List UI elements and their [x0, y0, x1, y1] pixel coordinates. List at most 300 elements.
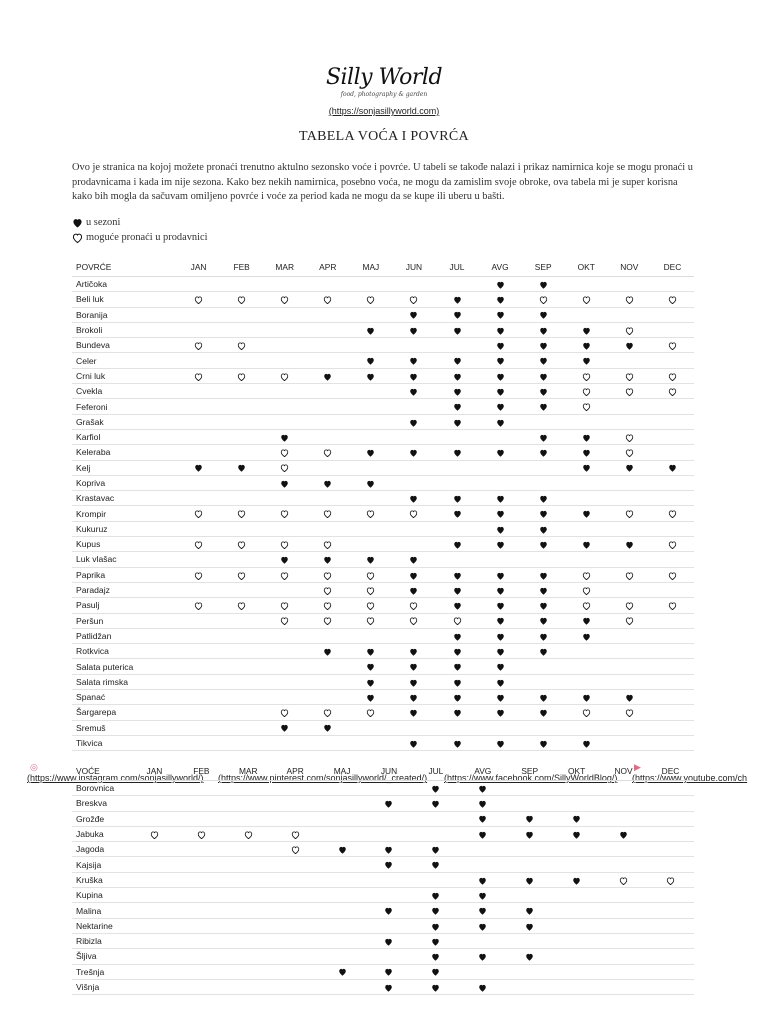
outline-heart-icon	[291, 846, 300, 854]
outline-heart-icon	[280, 464, 289, 472]
month-cell	[435, 292, 478, 307]
month-cell	[319, 811, 366, 826]
filled-heart-icon	[431, 923, 440, 931]
month-cell	[349, 384, 392, 399]
month-cell	[412, 979, 459, 994]
month-cell	[479, 521, 522, 536]
filled-heart-icon	[539, 373, 548, 381]
month-cell	[522, 720, 565, 735]
outline-heart-icon	[625, 327, 634, 335]
month-cell	[263, 414, 306, 429]
month-cell	[435, 582, 478, 597]
filled-heart-icon	[478, 953, 487, 961]
month-cell	[479, 582, 522, 597]
filled-heart-icon	[338, 968, 347, 976]
month-cell	[479, 659, 522, 674]
month-cell	[306, 705, 349, 720]
facebook-link[interactable]: (https://www.facebook.com/SillyWorldBlog/)	[444, 773, 618, 783]
month-cell	[435, 705, 478, 720]
month-cell	[506, 811, 553, 826]
month-cell	[319, 826, 366, 841]
legend-in-stores	[72, 232, 207, 243]
month-cell	[263, 598, 306, 613]
filled-heart-icon	[539, 740, 548, 748]
outline-heart-icon	[323, 296, 332, 304]
youtube-icon[interactable]: ▶	[634, 762, 641, 772]
month-cell	[177, 338, 220, 353]
table-row	[72, 705, 694, 720]
month-cell	[412, 842, 459, 857]
month-cell	[553, 903, 600, 918]
month-cell	[565, 613, 608, 628]
filled-heart-icon	[323, 480, 332, 488]
filled-heart-icon	[496, 694, 505, 702]
month-cell	[349, 720, 392, 735]
filled-heart-icon	[582, 633, 591, 641]
table-row	[72, 720, 694, 735]
month-cell	[506, 903, 553, 918]
month-cell	[647, 918, 694, 933]
filled-heart-icon	[453, 495, 462, 503]
month-cell	[608, 644, 651, 659]
table-row	[72, 979, 694, 994]
month-cell	[272, 949, 319, 964]
month-cell	[565, 277, 608, 292]
month-cell	[366, 826, 413, 841]
month-cell	[651, 735, 694, 750]
filled-heart-icon	[384, 984, 393, 992]
produce-name: Borovnica	[72, 781, 131, 796]
filled-heart-icon	[453, 357, 462, 365]
month-cell	[319, 781, 366, 796]
month-cell	[651, 475, 694, 490]
filled-heart-icon	[453, 419, 462, 427]
filled-heart-icon	[625, 541, 634, 549]
month-cell	[306, 613, 349, 628]
month-cell	[220, 384, 263, 399]
intro-paragraph: Ovo je stranica na kojoj možete pronaći trenutno aktulno sezonsko voće i povrće. U tabeli se takođe nalazi i prikaz namirnica koje se mogu pronaći u prodavnicama i kada im nije sezona. Kako bez nekih namirnica, posebno voća, ne mogu da zamislim svoje obroke, ova tabela mi je super korisna kako bih mogla da sačuvam omiljeno povrće i voće za period kada ne mogu da se kupe ili uberu u bašti.	[72, 162, 693, 202]
column-header-name: VOĆE	[72, 761, 131, 781]
month-cell	[392, 475, 435, 490]
outline-heart-icon	[668, 572, 677, 580]
month-cell	[178, 979, 225, 994]
filled-heart-icon	[496, 495, 505, 503]
month-cell	[272, 933, 319, 948]
filled-heart-icon	[409, 419, 418, 427]
produce-name: Krompir	[72, 506, 177, 521]
month-cell	[479, 353, 522, 368]
month-cell	[565, 506, 608, 521]
month-cell	[225, 979, 272, 994]
month-cell	[479, 460, 522, 475]
filled-heart-icon	[539, 342, 548, 350]
month-cell	[131, 979, 178, 994]
filled-heart-icon	[280, 556, 289, 564]
month-cell	[349, 277, 392, 292]
month-cell	[349, 414, 392, 429]
month-cell	[272, 842, 319, 857]
month-cell	[565, 384, 608, 399]
month-cell	[651, 567, 694, 582]
month-cell	[651, 384, 694, 399]
filled-heart-icon	[525, 953, 534, 961]
month-cell	[392, 659, 435, 674]
month-cell	[608, 690, 651, 705]
month-cell	[366, 811, 413, 826]
fruit-season-table	[72, 761, 694, 995]
month-cell	[263, 521, 306, 536]
filled-heart-icon	[478, 831, 487, 839]
column-header-month: OKT	[565, 257, 608, 277]
month-cell	[600, 857, 647, 872]
month-cell	[366, 903, 413, 918]
month-cell	[412, 949, 459, 964]
filled-heart-icon	[431, 800, 440, 808]
produce-name: Artičoka	[72, 277, 177, 292]
month-cell	[392, 582, 435, 597]
outline-heart-icon	[72, 233, 83, 243]
month-cell	[565, 292, 608, 307]
month-cell	[600, 903, 647, 918]
filled-heart-icon	[366, 357, 375, 365]
filled-heart-icon	[366, 327, 375, 335]
pinterest-link[interactable]: (https://www.pinterest.com/sonjasillyworld/_created/)	[218, 773, 428, 783]
month-cell	[435, 674, 478, 689]
produce-name: Pasulj	[72, 598, 177, 613]
month-cell	[647, 979, 694, 994]
month-cell	[435, 491, 478, 506]
month-cell	[412, 872, 459, 887]
month-cell	[522, 705, 565, 720]
month-cell	[177, 322, 220, 337]
table-row	[72, 796, 694, 811]
month-cell	[220, 277, 263, 292]
month-cell	[565, 353, 608, 368]
month-cell	[647, 796, 694, 811]
month-cell	[263, 277, 306, 292]
table-row	[72, 399, 694, 414]
month-cell	[349, 292, 392, 307]
month-cell	[392, 384, 435, 399]
outline-heart-icon	[194, 541, 203, 549]
produce-name: Brokoli	[72, 322, 177, 337]
month-cell	[479, 674, 522, 689]
table-row	[72, 277, 694, 292]
outline-heart-icon	[366, 587, 375, 595]
month-cell	[647, 888, 694, 903]
month-cell	[306, 384, 349, 399]
outline-heart-icon	[280, 449, 289, 457]
month-cell	[651, 644, 694, 659]
outline-heart-icon	[237, 342, 246, 350]
column-header-month: FEB	[220, 257, 263, 277]
month-cell	[565, 322, 608, 337]
filled-heart-icon	[431, 892, 440, 900]
filled-heart-icon	[539, 633, 548, 641]
month-cell	[435, 690, 478, 705]
month-cell	[272, 918, 319, 933]
month-cell	[306, 537, 349, 552]
filled-heart-icon	[539, 709, 548, 717]
outline-heart-icon	[409, 617, 418, 625]
month-cell	[392, 429, 435, 444]
filled-heart-icon	[453, 648, 462, 656]
month-cell	[349, 613, 392, 628]
month-cell	[600, 842, 647, 857]
month-cell	[392, 674, 435, 689]
month-cell	[479, 338, 522, 353]
month-cell	[225, 903, 272, 918]
filled-heart-icon	[453, 541, 462, 549]
outline-heart-icon	[668, 510, 677, 518]
month-cell	[608, 322, 651, 337]
instagram-link[interactable]: (https://www.instagram.com/sonjasillyworld/)	[27, 773, 204, 783]
month-cell	[565, 338, 608, 353]
month-cell	[651, 537, 694, 552]
table-row	[72, 491, 694, 506]
month-cell	[412, 857, 459, 872]
month-cell	[565, 414, 608, 429]
produce-name: Kopriva	[72, 475, 177, 490]
month-cell	[306, 521, 349, 536]
month-cell	[131, 964, 178, 979]
table-row	[72, 567, 694, 582]
month-cell	[553, 826, 600, 841]
produce-name: Rotkvica	[72, 644, 177, 659]
filled-heart-icon	[409, 648, 418, 656]
filled-heart-icon	[496, 327, 505, 335]
filled-heart-icon	[366, 556, 375, 564]
filled-heart-icon	[539, 602, 548, 610]
outline-heart-icon	[668, 388, 677, 396]
month-cell	[319, 979, 366, 994]
month-cell	[479, 552, 522, 567]
outline-heart-icon	[582, 572, 591, 580]
filled-heart-icon	[478, 800, 487, 808]
month-cell	[177, 644, 220, 659]
month-cell	[522, 399, 565, 414]
month-cell	[565, 368, 608, 383]
filled-heart-icon	[280, 480, 289, 488]
filled-heart-icon	[478, 984, 487, 992]
table-row	[72, 918, 694, 933]
filled-heart-icon	[539, 694, 548, 702]
outline-heart-icon	[280, 602, 289, 610]
outline-heart-icon	[582, 388, 591, 396]
month-cell	[651, 613, 694, 628]
table-row	[72, 445, 694, 460]
month-cell	[435, 613, 478, 628]
filled-heart-icon	[572, 831, 581, 839]
month-cell	[522, 353, 565, 368]
outline-heart-icon	[194, 602, 203, 610]
month-cell	[131, 796, 178, 811]
month-cell	[366, 979, 413, 994]
month-cell	[565, 475, 608, 490]
month-cell	[220, 552, 263, 567]
produce-name: Cvekla	[72, 384, 177, 399]
month-cell	[349, 598, 392, 613]
month-cell	[220, 567, 263, 582]
month-cell	[600, 811, 647, 826]
month-cell	[263, 552, 306, 567]
month-cell	[178, 949, 225, 964]
produce-name: Salata rimska	[72, 674, 177, 689]
logo-tagline: food, photography & garden	[340, 91, 428, 98]
month-cell	[177, 399, 220, 414]
month-cell	[177, 445, 220, 460]
filled-heart-icon	[496, 296, 505, 304]
month-cell	[608, 475, 651, 490]
month-cell	[306, 368, 349, 383]
month-cell	[651, 445, 694, 460]
filled-heart-icon	[453, 449, 462, 457]
filled-heart-icon	[582, 434, 591, 442]
month-cell	[522, 292, 565, 307]
filled-heart-icon	[539, 403, 548, 411]
filled-heart-icon	[496, 602, 505, 610]
month-cell	[600, 949, 647, 964]
month-cell	[608, 705, 651, 720]
outline-heart-icon	[323, 449, 332, 457]
month-cell	[412, 796, 459, 811]
month-cell	[349, 506, 392, 521]
brand-logo[interactable]	[0, 66, 768, 99]
month-cell	[131, 857, 178, 872]
filled-heart-icon	[409, 587, 418, 595]
month-cell	[392, 322, 435, 337]
month-cell	[177, 307, 220, 322]
month-cell	[178, 872, 225, 887]
month-cell	[608, 460, 651, 475]
filled-heart-icon	[539, 510, 548, 518]
instagram-icon[interactable]: ◎	[30, 762, 38, 772]
month-cell	[651, 674, 694, 689]
month-cell	[565, 582, 608, 597]
month-cell	[366, 796, 413, 811]
outline-heart-icon	[625, 296, 634, 304]
month-cell	[225, 781, 272, 796]
month-cell	[263, 399, 306, 414]
site-link[interactable]: (https://sonjasillyworld.com)	[328, 106, 440, 116]
table-row	[72, 842, 694, 857]
filled-heart-icon	[366, 480, 375, 488]
month-cell	[177, 720, 220, 735]
month-cell	[131, 826, 178, 841]
month-cell	[565, 537, 608, 552]
month-cell	[392, 506, 435, 521]
filled-heart-icon	[409, 449, 418, 457]
month-cell	[479, 368, 522, 383]
month-cell	[435, 322, 478, 337]
outline-heart-icon	[323, 541, 332, 549]
month-cell	[412, 933, 459, 948]
month-cell	[177, 475, 220, 490]
month-cell	[459, 842, 506, 857]
month-cell	[651, 277, 694, 292]
month-cell	[565, 674, 608, 689]
month-cell	[177, 460, 220, 475]
month-cell	[479, 613, 522, 628]
month-cell	[479, 690, 522, 705]
month-cell	[225, 964, 272, 979]
table-row	[72, 613, 694, 628]
month-cell	[565, 552, 608, 567]
month-cell	[647, 964, 694, 979]
produce-name: Keleraba	[72, 445, 177, 460]
month-cell	[263, 338, 306, 353]
month-cell	[392, 353, 435, 368]
table-row	[72, 903, 694, 918]
outline-heart-icon	[668, 342, 677, 350]
outline-heart-icon	[244, 831, 253, 839]
produce-name: Luk vlašac	[72, 552, 177, 567]
month-cell	[178, 781, 225, 796]
month-cell	[349, 552, 392, 567]
month-cell	[177, 582, 220, 597]
month-cell	[600, 796, 647, 811]
month-cell	[306, 429, 349, 444]
month-cell	[392, 720, 435, 735]
filled-heart-icon	[572, 877, 581, 885]
month-cell	[459, 781, 506, 796]
filled-heart-icon	[453, 572, 462, 580]
column-header-month: AVG	[479, 257, 522, 277]
filled-heart-icon	[496, 572, 505, 580]
filled-heart-icon	[384, 907, 393, 915]
month-cell	[600, 826, 647, 841]
month-cell	[131, 811, 178, 826]
month-cell	[506, 888, 553, 903]
month-cell	[651, 598, 694, 613]
table-row	[72, 322, 694, 337]
month-cell	[600, 933, 647, 948]
youtube-link[interactable]: (https://www.youtube.com/ch	[632, 773, 748, 783]
month-cell	[506, 857, 553, 872]
month-cell	[178, 796, 225, 811]
column-header-month: MAR	[263, 257, 306, 277]
table-row	[72, 826, 694, 841]
filled-heart-icon	[280, 724, 289, 732]
produce-name: Feferoni	[72, 399, 177, 414]
produce-name: Boranija	[72, 307, 177, 322]
month-cell	[392, 552, 435, 567]
month-cell	[565, 705, 608, 720]
month-cell	[565, 567, 608, 582]
month-cell	[220, 338, 263, 353]
month-cell	[306, 690, 349, 705]
month-cell	[522, 598, 565, 613]
month-cell	[608, 582, 651, 597]
filled-heart-icon	[280, 434, 289, 442]
month-cell	[306, 735, 349, 750]
table-row	[72, 460, 694, 475]
month-cell	[349, 338, 392, 353]
column-header-name: POVRĆE	[72, 257, 177, 277]
table-row	[72, 307, 694, 322]
month-cell	[263, 460, 306, 475]
month-cell	[263, 292, 306, 307]
month-cell	[412, 964, 459, 979]
month-cell	[435, 720, 478, 735]
month-cell	[225, 842, 272, 857]
month-cell	[392, 521, 435, 536]
month-cell	[220, 598, 263, 613]
filled-heart-icon	[582, 464, 591, 472]
month-cell	[225, 888, 272, 903]
month-cell	[435, 521, 478, 536]
filled-heart-icon	[525, 815, 534, 823]
